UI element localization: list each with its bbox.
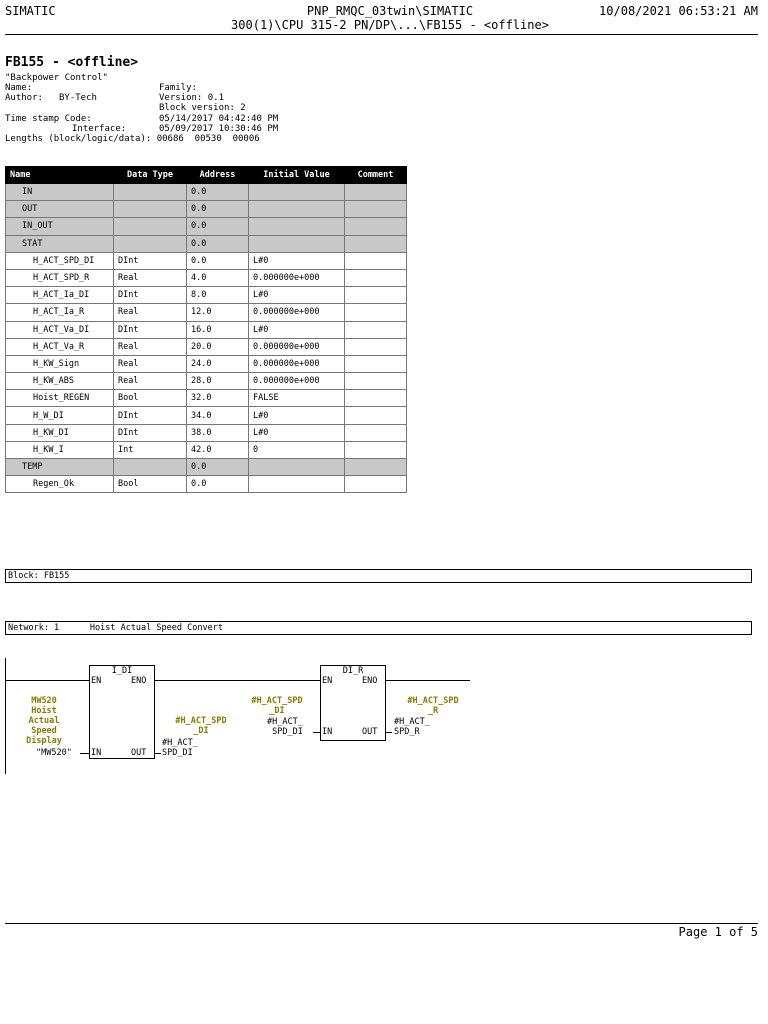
interface-table-header: [6, 167, 407, 184]
cell-address: 38.0: [187, 424, 249, 441]
variable-row[interactable]: [6, 476, 407, 493]
cell-data-type: Real: [114, 355, 187, 372]
cell-address: 0.0: [187, 184, 249, 201]
cell-data-type: Int: [114, 441, 187, 458]
variable-row[interactable]: [6, 304, 407, 321]
cell-initial-value: FALSE: [249, 390, 345, 407]
section-row[interactable]: [6, 218, 407, 235]
cell-address: 0.0: [187, 476, 249, 493]
header-project-path: PNP_RMQC_03twin\SIMATIC: [306, 4, 474, 18]
cell-name: STAT: [6, 235, 114, 252]
box1-en: EN: [91, 676, 102, 686]
cell-initial-value: 0: [249, 441, 345, 458]
author-value: BY-Tech: [59, 93, 97, 103]
version: Version: 0.1: [159, 93, 225, 103]
cell-name: IN_OUT: [6, 218, 114, 235]
cell-data-type: Bool: [114, 390, 187, 407]
name-label: Name:: [5, 83, 33, 93]
interface-value: 05/09/2017 10:30:46 PM: [159, 124, 279, 134]
cell-initial-value: 0.000000e+000: [249, 338, 345, 355]
header-datetime: 10/08/2021 06:53:21 AM: [599, 4, 758, 18]
cell-comment: [345, 424, 407, 441]
header-initial-value: Initial Value: [249, 167, 345, 184]
cell-comment: [345, 218, 407, 235]
box2-in: IN: [322, 727, 333, 737]
cell-address: 0.0: [187, 218, 249, 235]
block-version: Block version: 2: [159, 103, 246, 113]
cell-address: 8.0: [187, 287, 249, 304]
header-name: Name: [6, 167, 114, 184]
cell-data-type: Real: [114, 338, 187, 355]
box1-out-wire: [155, 753, 161, 754]
cell-comment: [345, 407, 407, 424]
variable-row[interactable]: [6, 424, 407, 441]
cell-data-type: DInt: [114, 407, 187, 424]
cell-data-type: [114, 459, 187, 476]
variable-row[interactable]: [6, 252, 407, 269]
box1-title: I_DI: [111, 666, 133, 676]
variable-row[interactable]: [6, 338, 407, 355]
cell-address: 0.0: [187, 252, 249, 269]
cell-address: 0.0: [187, 235, 249, 252]
family-label: Family:: [159, 83, 197, 93]
section-row[interactable]: [6, 184, 407, 201]
box1-in-operand: "MW520": [36, 748, 72, 758]
cell-name: H_KW_DI: [6, 424, 114, 441]
cell-data-type: DInt: [114, 424, 187, 441]
variable-row[interactable]: [6, 355, 407, 372]
interface-table: [5, 166, 407, 493]
cell-address: 42.0: [187, 441, 249, 458]
cell-address: 24.0: [187, 355, 249, 372]
box2-title: DI_R: [342, 666, 364, 676]
cell-comment: [345, 373, 407, 390]
cell-initial-value: [249, 459, 345, 476]
header-app-name: SIMATIC: [5, 4, 56, 18]
box1-in: IN: [91, 748, 102, 758]
timestamp-code-label: Time stamp Code:: [5, 114, 92, 124]
block-bar: Block: FB155: [5, 569, 752, 583]
cell-name: H_W_DI: [6, 407, 114, 424]
cell-data-type: Real: [114, 373, 187, 390]
cell-initial-value: L#0: [249, 407, 345, 424]
section-row[interactable]: [6, 201, 407, 218]
cell-name: Hoist_REGEN: [6, 390, 114, 407]
footer-rule: [5, 923, 758, 924]
cell-name: H_ACT_Va_DI: [6, 321, 114, 338]
cell-comment: [345, 390, 407, 407]
box1-in-wire: [80, 753, 89, 754]
box2-in-operand: #H_ACT_ SPD_DI: [267, 717, 303, 737]
cell-name: OUT: [6, 201, 114, 218]
header-block-path: 300(1)\CPU 315-2 PN/DP\...\FB155 - <offline>: [231, 18, 549, 32]
variable-row[interactable]: [6, 269, 407, 286]
cell-data-type: [114, 184, 187, 201]
variable-row[interactable]: [6, 321, 407, 338]
interface-label: Interface:: [72, 124, 127, 134]
cell-initial-value: L#0: [249, 252, 345, 269]
cell-data-type: DInt: [114, 287, 187, 304]
box1-out-operand: #H_ACT_ SPD_DI: [162, 738, 198, 758]
cell-data-type: Real: [114, 269, 187, 286]
cell-name: H_ACT_SPD_DI: [6, 252, 114, 269]
cell-initial-value: [249, 201, 345, 218]
cell-comment: [345, 184, 407, 201]
block-title: FB155 - <offline>: [5, 55, 139, 70]
variable-row[interactable]: [6, 390, 407, 407]
cell-address: 4.0: [187, 269, 249, 286]
cell-initial-value: L#0: [249, 424, 345, 441]
cell-initial-value: 0.000000e+000: [249, 373, 345, 390]
cell-comment: [345, 269, 407, 286]
cell-initial-value: L#0: [249, 287, 345, 304]
header-data-type: Data Type: [114, 167, 187, 184]
cell-name: IN: [6, 184, 114, 201]
cell-initial-value: 0.000000e+000: [249, 269, 345, 286]
timestamp-code-value: 05/14/2017 04:42:40 PM: [159, 114, 279, 124]
cell-initial-value: [249, 476, 345, 493]
box2-in-symbol: #H_ACT_SPD _DI: [251, 696, 303, 716]
cell-data-type: [114, 235, 187, 252]
cell-data-type: Real: [114, 304, 187, 321]
cell-name: H_KW_ABS: [6, 373, 114, 390]
cell-address: 20.0: [187, 338, 249, 355]
cell-comment: [345, 304, 407, 321]
cell-comment: [345, 235, 407, 252]
section-row[interactable]: [6, 235, 407, 252]
cell-address: 16.0: [187, 321, 249, 338]
box1-in-comment: MW520 Hoist Actual Speed Display: [26, 696, 62, 746]
box2-en: EN: [322, 676, 333, 686]
cell-address: 0.0: [187, 459, 249, 476]
lengths: Lengths (block/logic/data): 00686 00530 00006: [5, 134, 260, 144]
section-row[interactable]: [6, 459, 407, 476]
cell-data-type: DInt: [114, 321, 187, 338]
box1-eno: ENO: [131, 676, 147, 686]
cell-comment: [345, 441, 407, 458]
cell-data-type: Bool: [114, 476, 187, 493]
cell-initial-value: [249, 218, 345, 235]
cell-address: 32.0: [187, 390, 249, 407]
cell-data-type: [114, 218, 187, 235]
cell-address: 28.0: [187, 373, 249, 390]
cell-comment: [345, 355, 407, 372]
eno-en-wire: [155, 680, 320, 681]
box2-eno-wire: [386, 680, 470, 681]
cell-initial-value: L#0: [249, 321, 345, 338]
cell-name: H_KW_I: [6, 441, 114, 458]
cell-comment: [345, 476, 407, 493]
cell-initial-value: 0.000000e+000: [249, 304, 345, 321]
cell-comment: [345, 321, 407, 338]
cell-name: H_ACT_Ia_DI: [6, 287, 114, 304]
cell-comment: [345, 287, 407, 304]
cell-name: Regen_Ok: [6, 476, 114, 493]
box2-out: OUT: [362, 727, 378, 737]
cell-comment: [345, 201, 407, 218]
cell-comment: [345, 459, 407, 476]
cell-name: H_ACT_Ia_R: [6, 304, 114, 321]
cell-address: 34.0: [187, 407, 249, 424]
cell-data-type: DInt: [114, 252, 187, 269]
cell-name: H_ACT_SPD_R: [6, 269, 114, 286]
box1-out: OUT: [131, 748, 147, 758]
block-description: "Backpower Control": [5, 73, 108, 83]
variable-row[interactable]: [6, 407, 407, 424]
header-rule: [5, 34, 758, 35]
network-header: Network: 1 Hoist Actual Speed Convert: [5, 621, 752, 635]
cell-name: H_KW_Sign: [6, 355, 114, 372]
author-label: Author:: [5, 93, 43, 103]
page-number: Page 1 of 5: [678, 925, 758, 939]
power-rail: [5, 658, 6, 774]
header-address: Address: [187, 167, 249, 184]
cell-address: 12.0: [187, 304, 249, 321]
en-wire: [5, 680, 89, 681]
cell-initial-value: 0.000000e+000: [249, 355, 345, 372]
box2-in-wire: [313, 732, 320, 733]
cell-address: 0.0: [187, 201, 249, 218]
header-comment: Comment: [345, 167, 407, 184]
cell-data-type: [114, 201, 187, 218]
cell-name: TEMP: [6, 459, 114, 476]
box2-eno: ENO: [362, 676, 378, 686]
box2-out-operand: #H_ACT_ SPD_R: [394, 717, 430, 737]
box1-out-symbol: #H_ACT_SPD _DI: [175, 716, 227, 736]
box2-out-symbol: #H_ACT_SPD _R: [407, 696, 459, 716]
variable-row[interactable]: [6, 441, 407, 458]
cell-name: H_ACT_Va_R: [6, 338, 114, 355]
box2-out-wire: [386, 732, 392, 733]
cell-initial-value: [249, 235, 345, 252]
cell-comment: [345, 338, 407, 355]
cell-initial-value: [249, 184, 345, 201]
variable-row[interactable]: [6, 373, 407, 390]
cell-comment: [345, 252, 407, 269]
variable-row[interactable]: [6, 287, 407, 304]
